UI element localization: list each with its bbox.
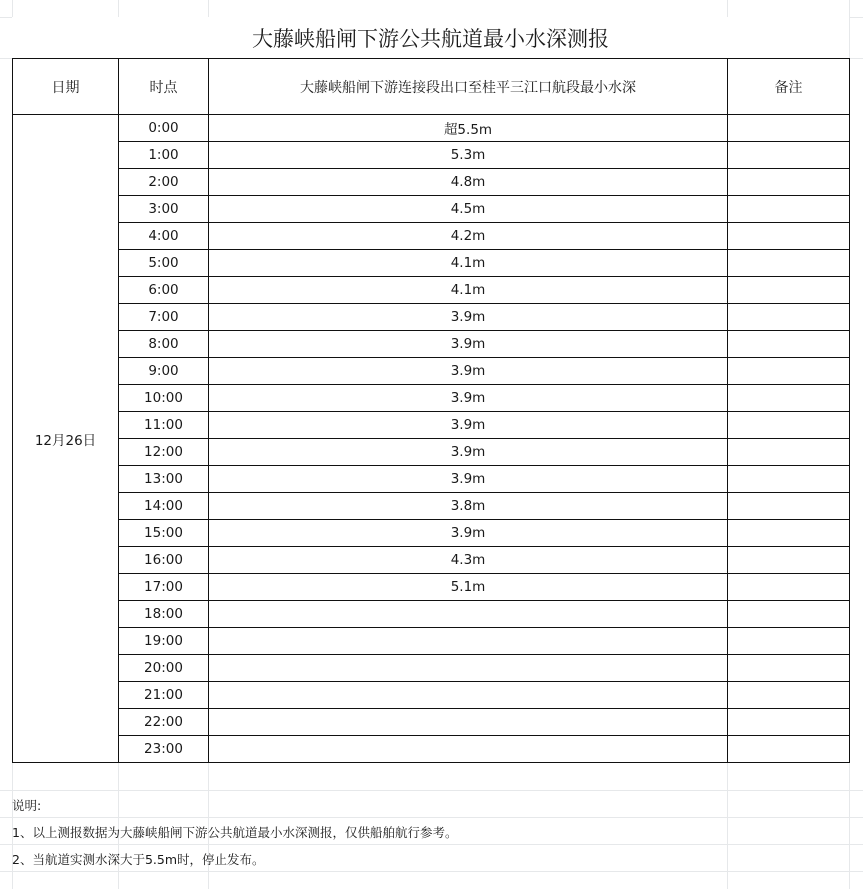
time-cell[interactable]: 5:00 xyxy=(119,250,209,277)
remarks-cell[interactable] xyxy=(728,304,850,331)
remarks-cell[interactable] xyxy=(728,682,850,709)
time-cell[interactable]: 14:00 xyxy=(119,493,209,520)
time-cell[interactable]: 3:00 xyxy=(119,196,209,223)
report-title: 大藤峡船闸下游公共航道最小水深测报 xyxy=(12,17,849,58)
depth-cell[interactable] xyxy=(209,736,728,763)
table-row xyxy=(13,223,850,250)
time-cell[interactable]: 0:00 xyxy=(119,115,209,142)
time-cell[interactable]: 23:00 xyxy=(119,736,209,763)
remarks-cell[interactable] xyxy=(728,520,850,547)
depth-cell[interactable]: 4.1m xyxy=(209,277,728,304)
table-row xyxy=(13,655,850,682)
time-cell[interactable]: 22:00 xyxy=(119,709,209,736)
table-row xyxy=(13,466,850,493)
remarks-cell[interactable] xyxy=(728,169,850,196)
time-cell[interactable]: 4:00 xyxy=(119,223,209,250)
remarks-cell[interactable] xyxy=(728,655,850,682)
remarks-cell[interactable] xyxy=(728,736,850,763)
table-row xyxy=(13,358,850,385)
depth-cell[interactable]: 3.9m xyxy=(209,304,728,331)
depth-cell[interactable]: 4.2m xyxy=(209,223,728,250)
header-depth[interactable]: 大藤峡船闸下游连接段出口至桂平三江口航段最小水深 xyxy=(209,59,728,115)
time-cell[interactable]: 7:00 xyxy=(119,304,209,331)
depth-cell[interactable] xyxy=(209,601,728,628)
remarks-cell[interactable] xyxy=(728,547,850,574)
depth-cell[interactable]: 4.8m xyxy=(209,169,728,196)
header-time[interactable]: 时点 xyxy=(119,59,209,115)
time-cell[interactable]: 6:00 xyxy=(119,277,209,304)
table-row xyxy=(13,115,850,142)
time-cell[interactable]: 16:00 xyxy=(119,547,209,574)
remarks-cell[interactable] xyxy=(728,466,850,493)
remarks-cell[interactable] xyxy=(728,115,850,142)
time-cell[interactable]: 1:00 xyxy=(119,142,209,169)
table-row xyxy=(13,331,850,358)
time-cell[interactable]: 18:00 xyxy=(119,601,209,628)
remarks-cell[interactable] xyxy=(728,493,850,520)
table-row xyxy=(13,277,850,304)
depth-cell[interactable]: 超5.5m xyxy=(209,115,728,142)
table-row xyxy=(13,574,850,601)
table-row xyxy=(13,196,850,223)
depth-cell[interactable]: 5.3m xyxy=(209,142,728,169)
depth-cell[interactable] xyxy=(209,655,728,682)
remarks-cell[interactable] xyxy=(728,601,850,628)
notes-heading[interactable]: 说明: xyxy=(12,798,42,813)
remarks-cell[interactable] xyxy=(728,709,850,736)
time-cell[interactable]: 21:00 xyxy=(119,682,209,709)
depth-cell[interactable]: 3.9m xyxy=(209,358,728,385)
time-cell[interactable]: 15:00 xyxy=(119,520,209,547)
depth-cell[interactable] xyxy=(209,682,728,709)
remarks-cell[interactable] xyxy=(728,412,850,439)
table-row xyxy=(13,493,850,520)
depth-cell[interactable]: 3.9m xyxy=(209,331,728,358)
depth-cell[interactable] xyxy=(209,628,728,655)
table-row xyxy=(13,709,850,736)
table-row xyxy=(13,169,850,196)
remarks-cell[interactable] xyxy=(728,142,850,169)
table-row xyxy=(13,250,850,277)
note-item[interactable]: 1、以上测报数据为大藤峡船闸下游公共航道最小水深测报，仅供船舶航行参考。 xyxy=(12,825,458,840)
table-row xyxy=(13,736,850,763)
depth-cell[interactable]: 4.5m xyxy=(209,196,728,223)
remarks-cell[interactable] xyxy=(728,331,850,358)
time-cell[interactable]: 19:00 xyxy=(119,628,209,655)
depth-cell[interactable]: 3.9m xyxy=(209,412,728,439)
time-cell[interactable]: 11:00 xyxy=(119,412,209,439)
date-cell[interactable]: 12月26日 xyxy=(13,115,119,763)
depth-cell[interactable]: 3.9m xyxy=(209,466,728,493)
time-cell[interactable]: 9:00 xyxy=(119,358,209,385)
table-row xyxy=(13,547,850,574)
time-cell[interactable]: 2:00 xyxy=(119,169,209,196)
header-row xyxy=(13,59,850,115)
depth-cell[interactable]: 3.9m xyxy=(209,385,728,412)
header-remarks[interactable]: 备注 xyxy=(728,59,850,115)
remarks-cell[interactable] xyxy=(728,574,850,601)
table-row xyxy=(13,682,850,709)
time-cell[interactable]: 10:00 xyxy=(119,385,209,412)
remarks-cell[interactable] xyxy=(728,439,850,466)
table-row xyxy=(13,520,850,547)
note-item[interactable]: 2、当航道实测水深大于5.5m时，停止发布。 xyxy=(12,852,265,867)
remarks-cell[interactable] xyxy=(728,223,850,250)
table-row xyxy=(13,142,850,169)
table-row xyxy=(13,385,850,412)
depth-cell[interactable]: 5.1m xyxy=(209,574,728,601)
depth-cell[interactable] xyxy=(209,709,728,736)
depth-cell[interactable]: 3.9m xyxy=(209,520,728,547)
table-row xyxy=(13,628,850,655)
header-date[interactable]: 日期 xyxy=(13,59,119,115)
remarks-cell[interactable] xyxy=(728,250,850,277)
remarks-cell[interactable] xyxy=(728,277,850,304)
table-row xyxy=(13,601,850,628)
depth-cell[interactable]: 3.8m xyxy=(209,493,728,520)
depth-table xyxy=(12,58,850,763)
table-row xyxy=(13,304,850,331)
time-cell[interactable]: 17:00 xyxy=(119,574,209,601)
time-cell[interactable]: 12:00 xyxy=(119,439,209,466)
depth-cell[interactable]: 4.1m xyxy=(209,250,728,277)
table-row xyxy=(13,412,850,439)
remarks-cell[interactable] xyxy=(728,358,850,385)
depth-cell[interactable]: 4.3m xyxy=(209,547,728,574)
time-cell[interactable]: 20:00 xyxy=(119,655,209,682)
remarks-cell[interactable] xyxy=(728,385,850,412)
depth-cell[interactable]: 3.9m xyxy=(209,439,728,466)
remarks-cell[interactable] xyxy=(728,628,850,655)
remarks-cell[interactable] xyxy=(728,196,850,223)
table-row xyxy=(13,439,850,466)
time-cell[interactable]: 13:00 xyxy=(119,466,209,493)
time-cell[interactable]: 8:00 xyxy=(119,331,209,358)
